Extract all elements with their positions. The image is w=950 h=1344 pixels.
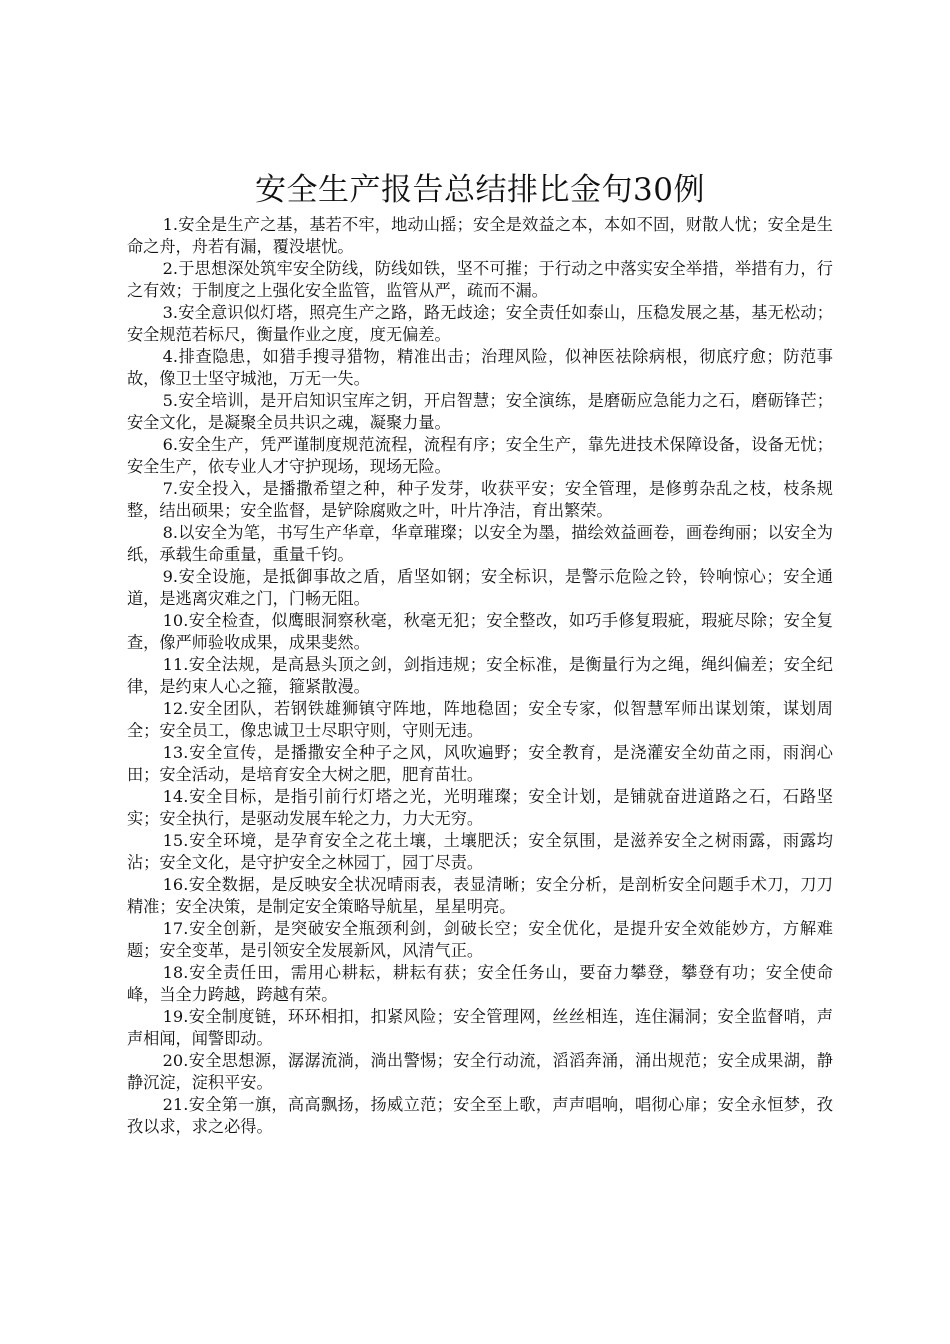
- sentence-item: 18.安全责任田，需用心耕耘，耕耘有获；安全任务山，要奋力攀登，攀登有功；安全使命峰，当全力跨越，跨越有荣。: [127, 963, 833, 1004]
- sentence-item: 10.安全检查，似鹰眼洞察秋毫，秋毫无犯；安全整改，如巧手修复瑕疵，瑕疵尽除；安全复查，像严师验收成果，成果斐然。: [127, 611, 833, 652]
- sentence-item: 19.安全制度链，环环相扣，扣紧风险；安全管理网，丝丝相连，连住漏洞；安全监督哨，声声相闻，闻警即动。: [127, 1007, 833, 1048]
- sentence-item: 17.安全创新，是突破安全瓶颈利剑，剑破长空；安全优化，是提升安全效能妙方，方解难题；安全变革，是引领安全发展新风，风清气正。: [127, 919, 833, 960]
- sentence-item: 7.安全投入，是播撒希望之种，种子发芽，收获平安；安全管理，是修剪杂乱之枝，枝条规整，结出硕果；安全监督，是铲除腐败之叶，叶片净洁，育出繁荣。: [127, 479, 833, 520]
- sentence-item: 16.安全数据，是反映安全状况晴雨表，表显清晰；安全分析，是剖析安全问题手术刀，刀刀精准；安全决策，是制定安全策略导航星，星星明亮。: [127, 875, 833, 916]
- sentence-item: 20.安全思想源，潺潺流淌，淌出警惕；安全行动流，滔滔奔涌，涌出规范；安全成果湖，静静沉淀，淀积平安。: [127, 1051, 833, 1092]
- sentence-item: 8.以安全为笔，书写生产华章，华章璀璨；以安全为墨，描绘效益画卷，画卷绚丽；以安全为纸，承载生命重量，重量千钧。: [127, 523, 833, 564]
- sentence-item: 1.安全是生产之基，基若不牢，地动山摇；安全是效益之本，本如不固，财散人忧；安全是生命之舟，舟若有漏，覆没堪忧。: [127, 215, 833, 256]
- document-title: 安全生产报告总结排比金句30例: [255, 172, 705, 208]
- sentence-item: 11.安全法规，是高悬头顶之剑，剑指违规；安全标准，是衡量行为之绳，绳纠偏差；安全纪律，是约束人心之箍，箍紧散漫。: [127, 655, 833, 696]
- sentence-item: 15.安全环境，是孕育安全之花土壤，土壤肥沃；安全氛围，是滋养安全之树雨露，雨露均沾；安全文化，是守护安全之林园丁，园丁尽责。: [127, 831, 833, 872]
- sentence-item: 13.安全宣传，是播撒安全种子之风，风吹遍野；安全教育，是浇灌安全幼苗之雨，雨润心田；安全活动，是培育安全大树之肥，肥育苗壮。: [127, 743, 833, 784]
- sentence-list: [127, 214, 833, 1138]
- sentence-item: 6.安全生产，凭严谨制度规范流程，流程有序；安全生产，靠先进技术保障设备，设备无忧；安全生产，依专业人才守护现场，现场无险。: [127, 435, 833, 476]
- sentence-item: 9.安全设施，是抵御事故之盾，盾坚如钢；安全标识，是警示危险之铃，铃响惊心；安全通道，是逃离灾难之门，门畅无阻。: [127, 567, 833, 608]
- sentence-item: 2.于思想深处筑牢安全防线，防线如铁，坚不可摧；于行动之中落实安全举措，举措有力，行之有效；于制度之上强化安全监管，监管从严，疏而不漏。: [127, 259, 833, 300]
- sentence-item: 4.排查隐患，如猎手搜寻猎物，精准出击；治理风险，似神医祛除病根，彻底疗愈；防范事故，像卫士坚守城池，万无一失。: [127, 347, 833, 388]
- sentence-item: 14.安全目标，是指引前行灯塔之光，光明璀璨；安全计划，是铺就奋进道路之石，石路坚实；安全执行，是驱动发展车轮之力，力大无穷。: [127, 787, 833, 828]
- document-page: [127, 168, 833, 1138]
- sentence-item: 12.安全团队，若钢铁雄狮镇守阵地，阵地稳固；安全专家，似智慧军师出谋划策，谋划周全；安全员工，像忠诚卫士尽职守则，守则无违。: [127, 699, 833, 740]
- sentence-item: 21.安全第一旗，高高飘扬，扬威立范；安全至上歌，声声唱响，唱彻心扉；安全永恒梦，孜孜以求，求之必得。: [127, 1095, 833, 1136]
- sentence-item: 5.安全培训，是开启知识宝库之钥，开启智慧；安全演练，是磨砺应急能力之石，磨砺锋芒；安全文化，是凝聚全员共识之魂，凝聚力量。: [127, 391, 833, 432]
- sentence-item: 3.安全意识似灯塔，照亮生产之路，路无歧途；安全责任如泰山，压稳发展之基，基无松动；安全规范若标尺，衡量作业之度，度无偏差。: [127, 303, 833, 344]
